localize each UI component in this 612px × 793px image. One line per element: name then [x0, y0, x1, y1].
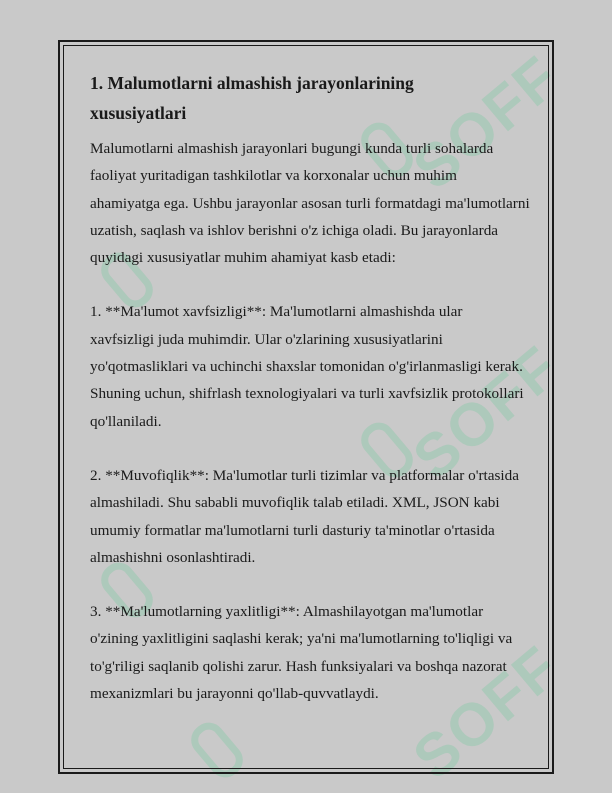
watermark-text: SOFF: [400, 632, 573, 793]
list-item: 2. **Muvofiqlik**: Ma'lumotlar turli tizimlar va platformalar o'rtasida almashiladi. Shu sababli muvofiqlik talab etiladi. XML, JSON kabi umumiy formatlar ma'lumotlarni turli dasturiy ta'minotlar o'rtasida almashishni osonlashtiradi.: [90, 466, 519, 566]
watermark-text: SOFF: [400, 332, 573, 493]
watermark-text: SOFF: [400, 42, 573, 203]
section-title-line2: xususiyatlari: [90, 103, 187, 123]
list-item: 1. **Ma'lumot xavfsizligi**: Ma'lumotlarni almashishda ular xavfsizligi juda muhimdir. Ular o'zlarining xususiyatlarini yo'qotmasliklari va uchinchi shaxslar tomonidan o'g'irlanmasligi kerak. Shuning uchun, shifrlash texnologiyalari va turli xavfsizlik protokollari qo'llaniladi.: [90, 303, 524, 430]
section-title-line1: 1. Malumotlarni almashish jarayonlarining: [90, 73, 414, 93]
document-body: [90, 68, 530, 707]
list-item: 3. **Ma'lumotlarning yaxlitligi**: Almashilayotgan ma'lumotlar o'zining yaxlitligini saqlashi kerak; ya'ni ma'lumotlarning to'liqligi va to'g'riligi saqlanib qolishi zarur. Hash funksiyalari va boshqa nazorat mexanizmlari bu jarayonni qo'llab-quvvatlaydi.: [90, 603, 513, 703]
intro-paragraph: Malumotlarni almashish jarayonlari bugungi kunda turli sohalarda faoliyat yuritadigan tashkilotlar va korxonalar uchun muhim ahamiyatga ega. Ushbu jarayonlar asosan turli formatdagi ma'lumotlarni uzatish, saqlash va ishlov berishni o'z ichiga oladi. Bu jarayonlarda quyidagi xususiyatlar muhim ahamiyat kasb etadi:: [90, 140, 530, 267]
section-title: [90, 68, 530, 128]
